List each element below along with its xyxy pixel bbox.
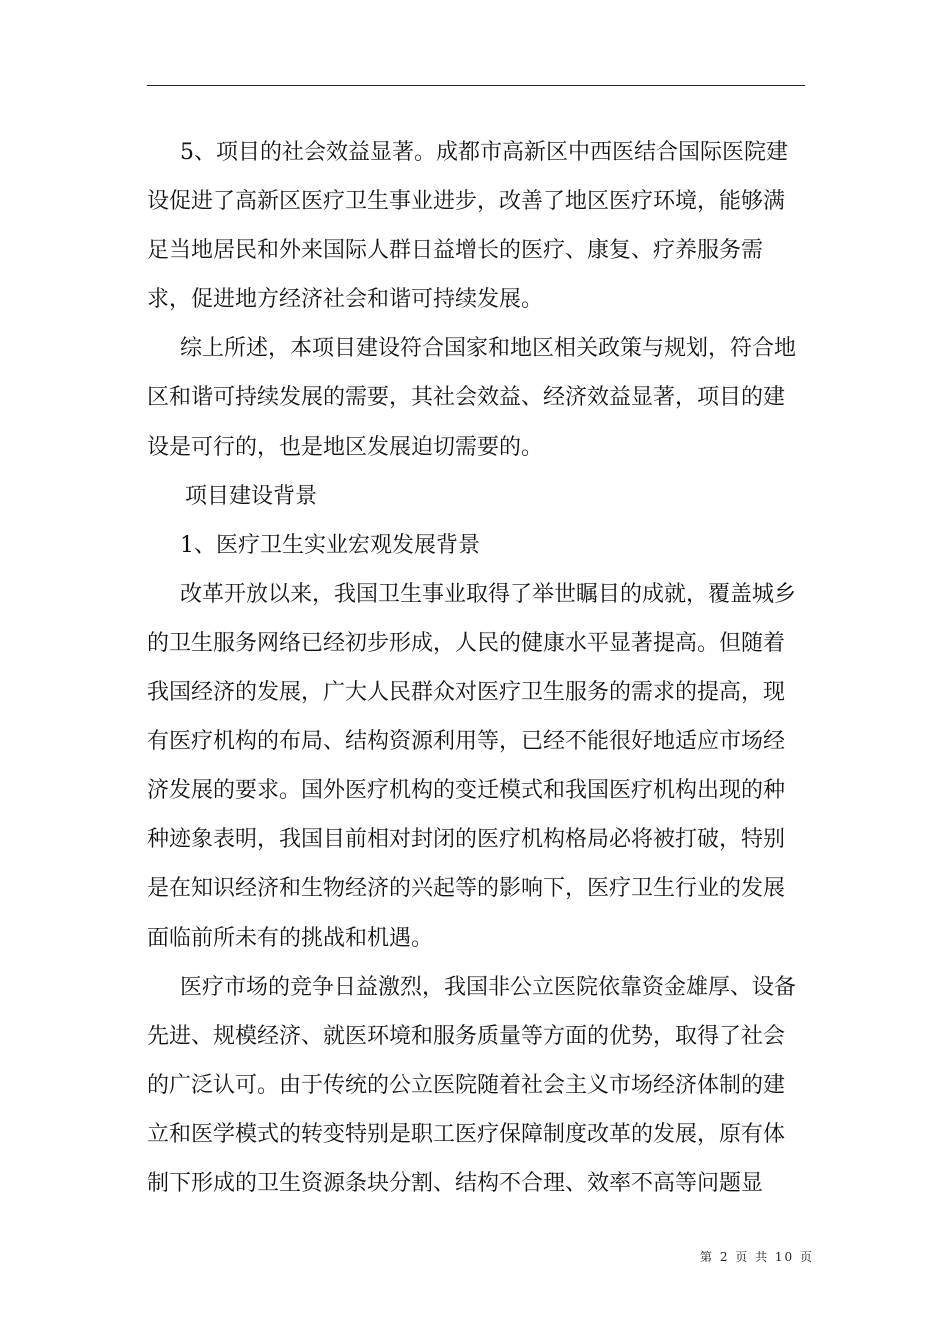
paragraph-line: 的广泛认可。由于传统的公立医院随着社会主义市场经济体制的建 — [147, 1072, 786, 1098]
paragraph-line: 制下形成的卫生资源条块分割、结构不合理、效率不高等问题显 — [147, 1170, 764, 1196]
paragraph-line: 先进、规模经济、就医环境和服务质量等方面的优势，取得了社会 — [147, 1023, 786, 1049]
paragraph-line: 足当地居民和外来国际人群日益增长的医疗、康复、疗养服务需 — [147, 238, 764, 264]
subsection-heading: 1、医疗卫生实业宏观发展背景 — [180, 532, 480, 558]
paragraph-line: 有医疗机构的布局、结构资源利用等，已经不能很好地适应市场经 — [147, 729, 786, 755]
paragraph-line: 的卫生服务网络已经初步形成，人民的健康水平显著提高。但随着 — [147, 630, 786, 656]
paragraph-line: 求，促进地方经济社会和谐可持续发展。 — [147, 287, 544, 313]
paragraph-line: 济发展的要求。国外医疗机构的变迁模式和我国医疗机构出现的种 — [147, 778, 786, 804]
paragraph-line: 是在知识经济和生物经济的兴起等的影响下，医疗卫生行业的发展 — [147, 876, 786, 902]
paragraph-line: 面临前所未有的挑战和机遇。 — [147, 925, 434, 951]
paragraph-line: 综上所述，本项目建设符合国家和地区相关政策与规划，符合地 — [180, 336, 797, 362]
paragraph-line: 种迹象表明，我国目前相对封闭的医疗机构格局必将被打破，特别 — [147, 827, 786, 853]
paragraph-line: 设促进了高新区医疗卫生事业进步，改善了地区医疗环境，能够满 — [147, 189, 786, 215]
header-rule — [147, 85, 805, 86]
body-text — [147, 128, 807, 1208]
paragraph-line: 医疗市场的竞争日益激烈，我国非公立医院依靠资金雄厚、设备 — [180, 974, 797, 1000]
paragraph-line: 5、项目的社会效益显著。成都市高新区中西医结合国际医院建 — [180, 140, 788, 165]
paragraph-line: 我国经济的发展，广大人民群众对医疗卫生服务的需求的提高，现 — [147, 680, 786, 706]
paragraph-line: 改革开放以来，我国卫生事业取得了举世瞩目的成就，覆盖城乡 — [180, 581, 797, 607]
page-number-footer: 第 2 页 共 10 页 — [700, 1250, 814, 1264]
paragraph-line: 立和医学模式的转变特别是职工医疗保障制度改革的发展，原有体 — [147, 1121, 786, 1147]
paragraph-line: 区和谐可持续发展的需要，其社会效益、经济效益显著，项目的建 — [147, 385, 786, 411]
section-heading: 项目建设背景 — [185, 483, 318, 509]
paragraph-line: 设是可行的，也是地区发展迫切需要的。 — [147, 434, 544, 460]
